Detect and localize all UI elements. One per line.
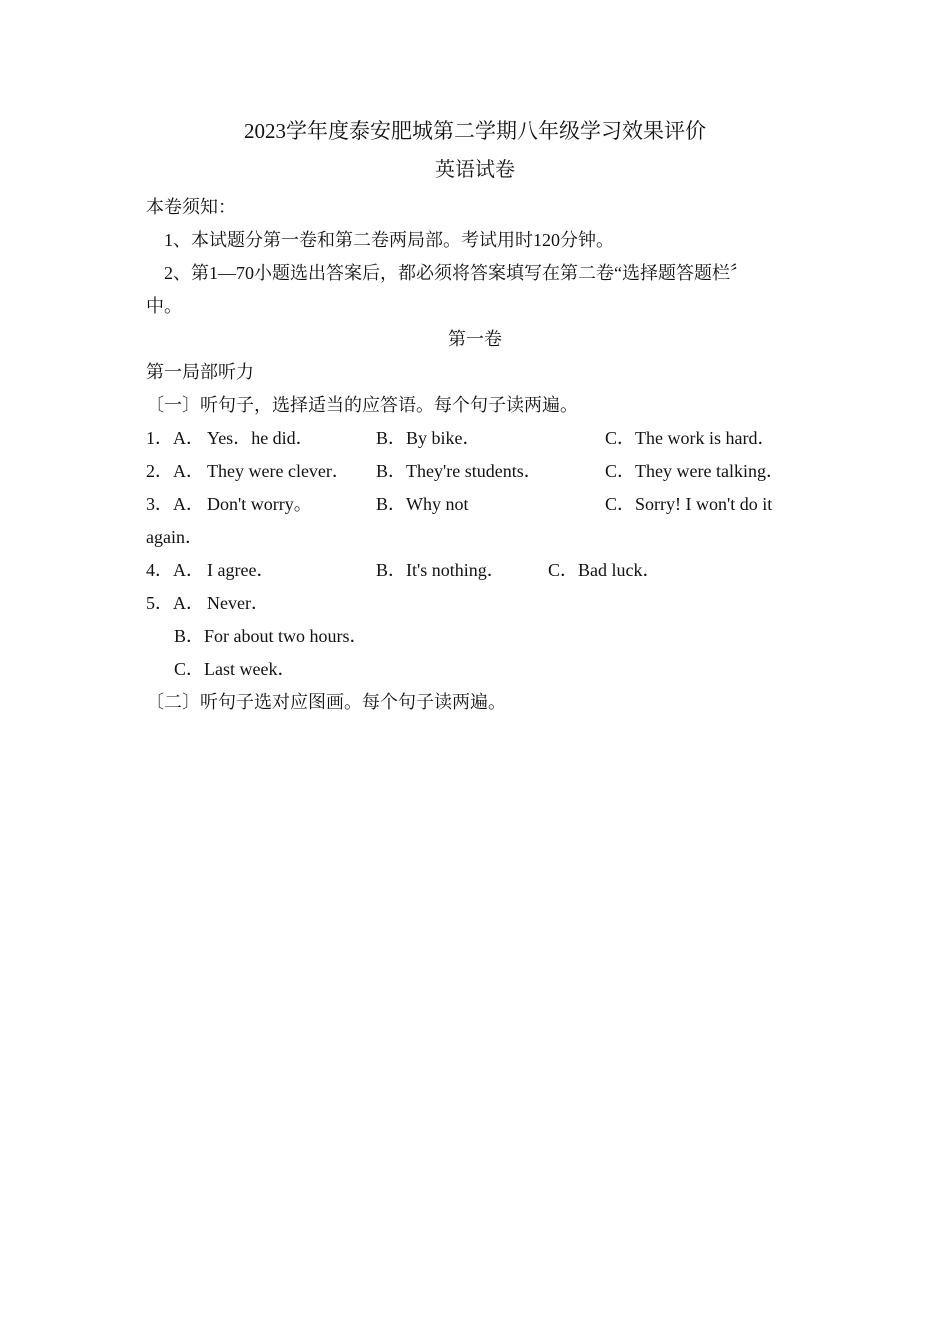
question-5-number: 5．A． <box>146 593 204 613</box>
question-4-option-a: I agree． <box>207 560 275 580</box>
question-4-number: 4．A． <box>146 560 204 580</box>
question-2-option-c: C．They were talking． <box>605 461 784 481</box>
question-1-option-a: Yes．he did． <box>207 428 314 448</box>
question-2-option-b: B．They're students． <box>376 461 542 481</box>
notice-item-1: 1、本试题分第一卷和第二卷两局部。考试用时120分钟。 <box>164 230 614 250</box>
section-title: 第一局部听力 <box>146 362 254 382</box>
question-2-number: 2．A． <box>146 461 204 481</box>
question-4-option-c: C．Bad luck． <box>548 560 661 580</box>
question-4-option-b: B．It's nothing． <box>376 560 505 580</box>
question-1-option-c: C．The work is hard． <box>605 428 776 448</box>
question-5-option-b: B．For about two hours． <box>174 626 368 646</box>
question-3-option-a: Don't worry。 <box>207 494 312 514</box>
question-5-option-a: Never． <box>207 593 269 613</box>
question-2-option-a: They were clever． <box>207 461 350 481</box>
subsection-title-2: 〔二〕听句子选对应图画。每个句子读两遍。 <box>146 692 506 712</box>
subsection-title-1: 〔一〕听句子，选择适当的应答语。每个句子读两遍。 <box>146 395 578 415</box>
question-3-number: 3．A． <box>146 494 204 514</box>
exam-title: 2023学年度泰安肥城第二学期八年级学习效果评价 <box>244 119 706 143</box>
exam-subtitle: 英语试卷 <box>435 159 515 181</box>
question-5-option-c: C．Last week． <box>174 659 296 679</box>
question-1-number: 1．A． <box>146 428 204 448</box>
notice-item-2-cont: 中。 <box>146 296 182 316</box>
notice-item-2: 2、第1—70小题选出答案后，都必须将答案填写在第二卷“选择题答题栏〞 <box>164 263 748 283</box>
question-3-option-c: C．Sorry! I won't do it <box>605 494 773 514</box>
question-1-option-b: B．By bike． <box>376 428 481 448</box>
notice-heading: 本卷须知： <box>146 197 236 217</box>
question-3-option-c-cont: again． <box>146 527 203 547</box>
question-3-option-b: B．Why not <box>376 494 469 514</box>
volume-title: 第一卷 <box>448 329 502 349</box>
